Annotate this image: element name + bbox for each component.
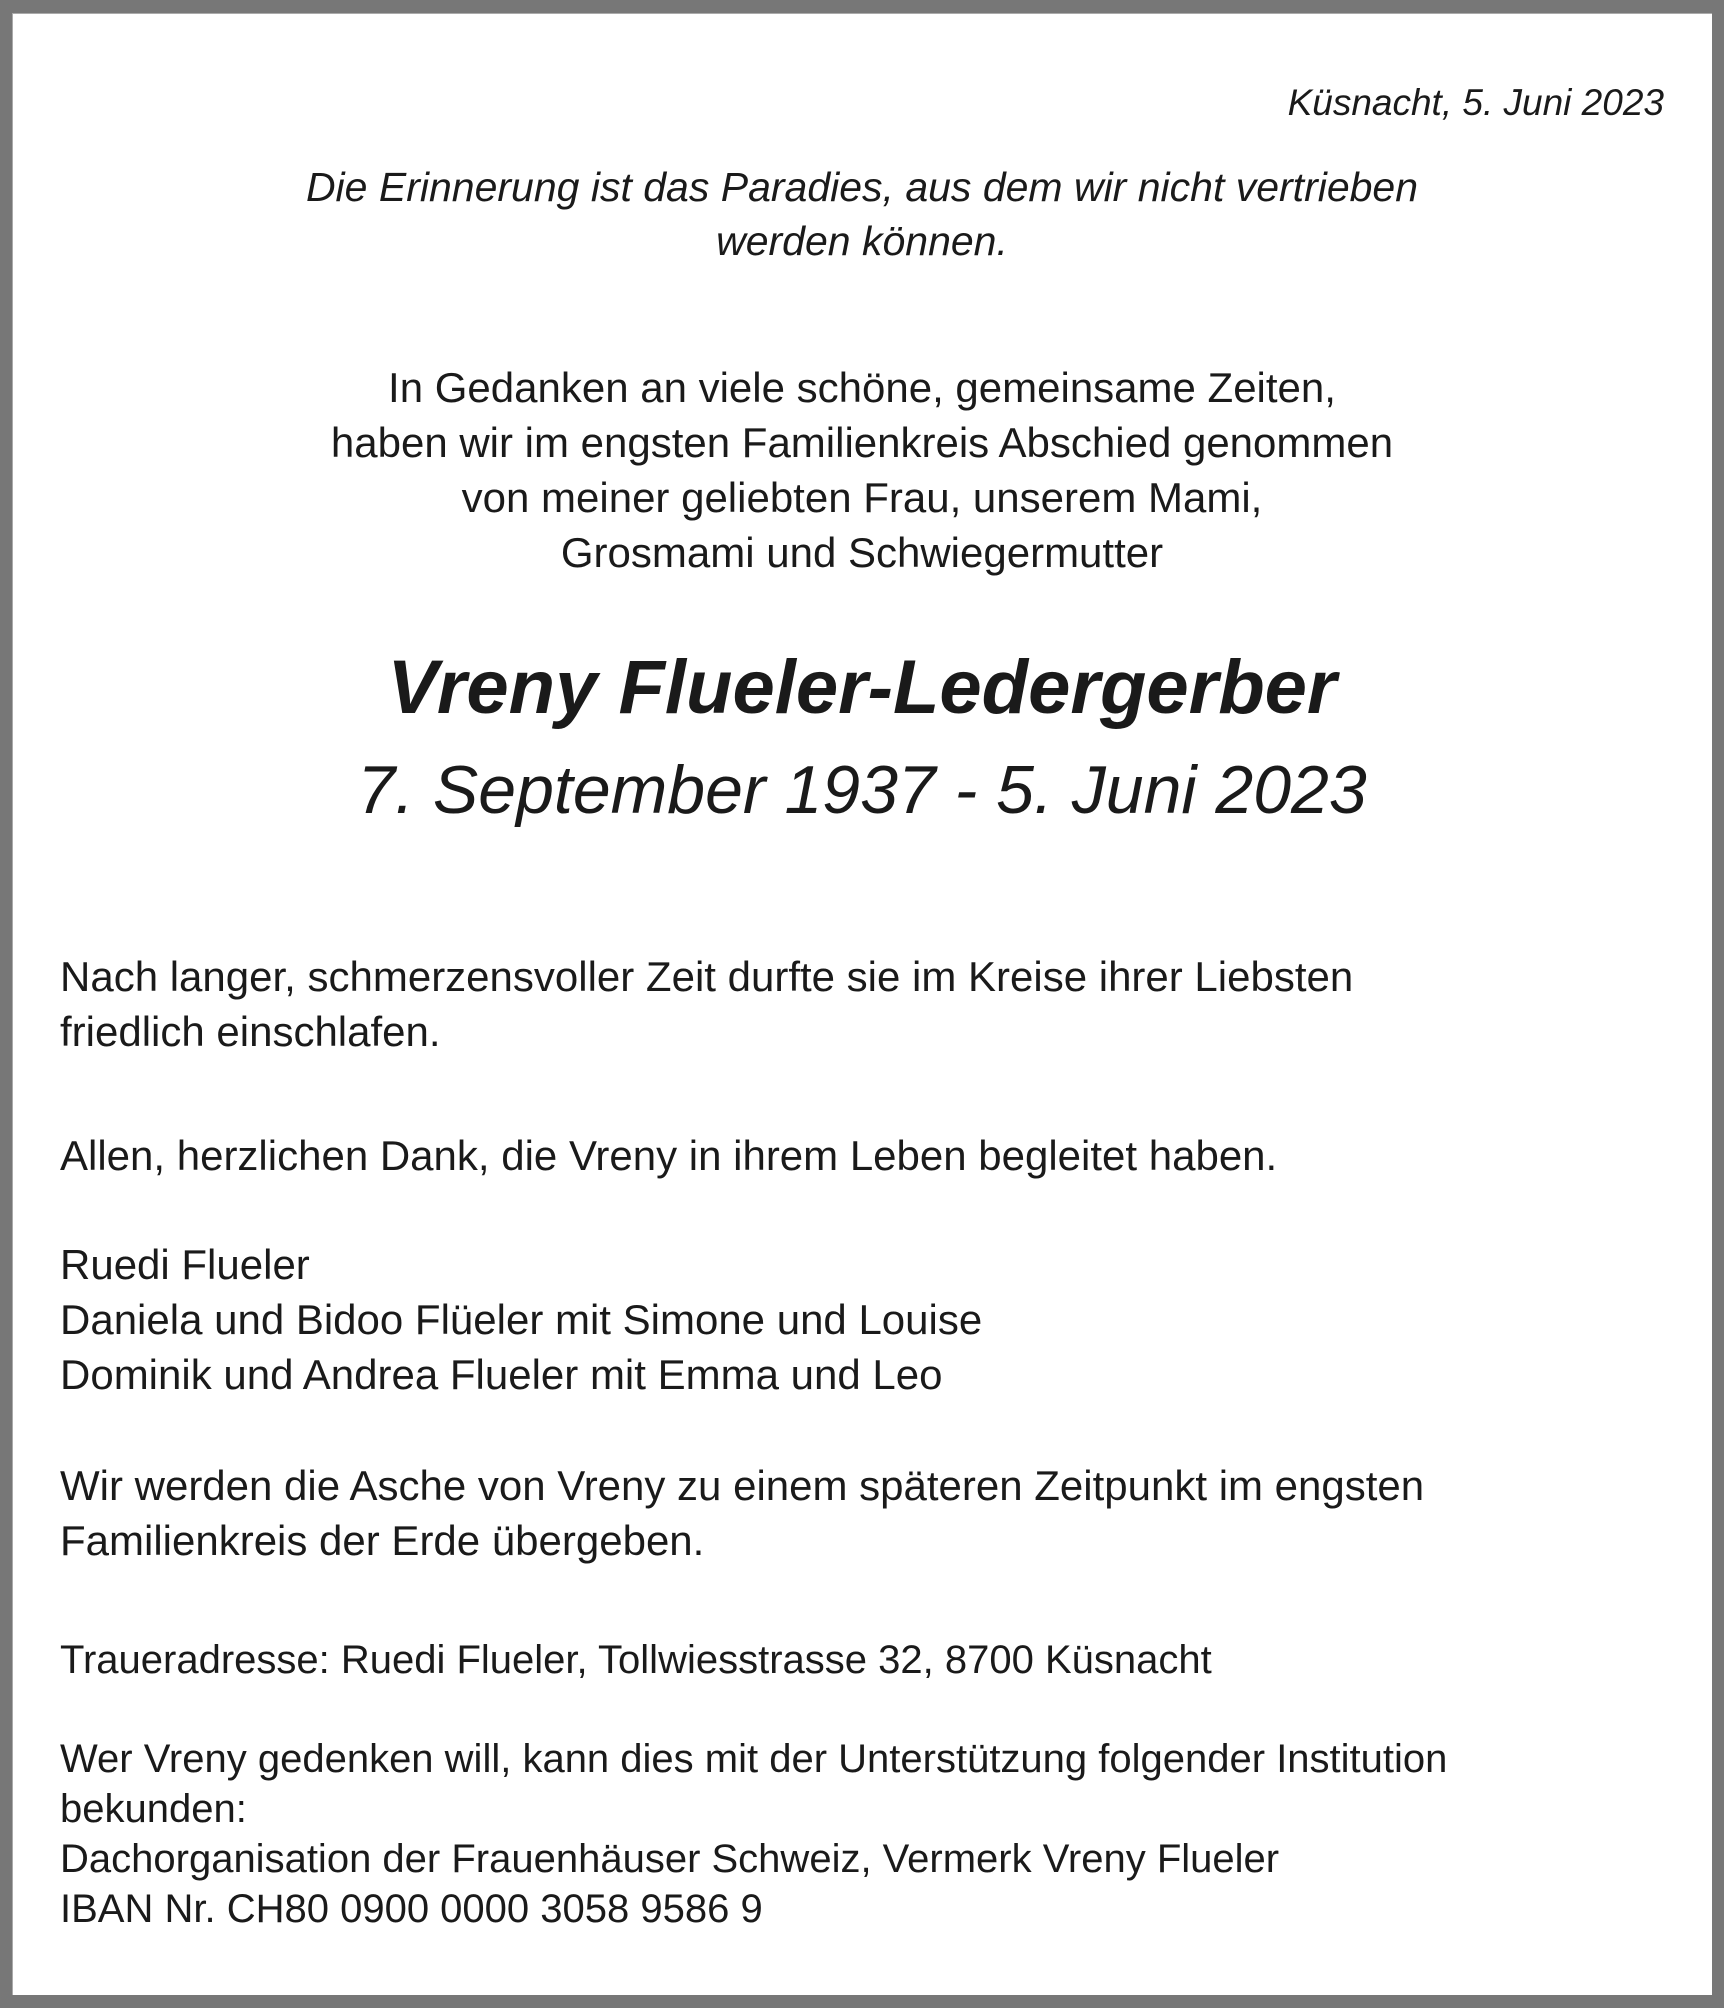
quote-line: Die Erinnerung ist das Paradies, aus dem wir nicht vertrieben: [305, 164, 1419, 210]
mourning-address: Traueradresse: Ruedi Flueler, Tollwiesstrasse 32, 8700 Küsnacht: [60, 1638, 1212, 1682]
family-member: Dominik und Andrea Flueler mit Emma und Leo: [60, 1351, 943, 1398]
intro-line: haben wir im engsten Familienkreis Abschied genommen: [330, 419, 1394, 466]
thanks-text: Allen, herzlichen Dank, die Vreny in ihrem Leben begleitet haben.: [60, 1132, 1278, 1179]
family-member: Ruedi Flueler: [60, 1241, 310, 1288]
passing-text: [60, 949, 1353, 1059]
donation-info: [60, 1734, 1447, 1934]
intro-line: von meiner geliebten Frau, unserem Mami,: [461, 474, 1263, 521]
family-member: Daniela und Bidoo Flüeler mit Simone und Louise: [60, 1296, 983, 1343]
place-date: Küsnacht, 5. Juni 2023: [1287, 82, 1664, 123]
intro-text: [12, 360, 1712, 580]
life-dates: 7. September 1937 - 5. Juni 2023: [357, 752, 1367, 828]
passing-line: Nach langer, schmerzensvoller Zeit durfte sie im Kreise ihrer Liebsten: [60, 953, 1354, 1000]
ashes-line: Wir werden die Asche von Vreny zu einem späteren Zeitpunkt im engsten: [60, 1462, 1425, 1509]
donation-line: Dachorganisation der Frauenhäuser Schweiz, Vermerk Vreny Flueler: [60, 1837, 1280, 1881]
donation-line: bekunden:: [60, 1787, 247, 1831]
memorial-quote: [12, 160, 1712, 268]
ashes-text: [60, 1458, 1424, 1568]
obituary-page: [12, 13, 1712, 1995]
ashes-line: Familienkreis der Erde übergeben.: [60, 1517, 705, 1564]
intro-line: In Gedanken an viele schöne, gemeinsame Zeiten,: [388, 364, 1336, 411]
iban: IBAN Nr. CH80 0900 0000 3058 9586 9: [60, 1887, 763, 1931]
family-list: [60, 1237, 982, 1402]
donation-line: Wer Vreny gedenken will, kann dies mit der Unterstützung folgender Institution: [60, 1737, 1448, 1781]
passing-line: friedlich einschlafen.: [60, 1008, 441, 1055]
intro-line: Grosmami und Schwiegermutter: [560, 529, 1164, 576]
deceased-name: Vreny Flueler-Ledergerber: [387, 645, 1337, 730]
quote-line: werden können.: [716, 218, 1008, 264]
